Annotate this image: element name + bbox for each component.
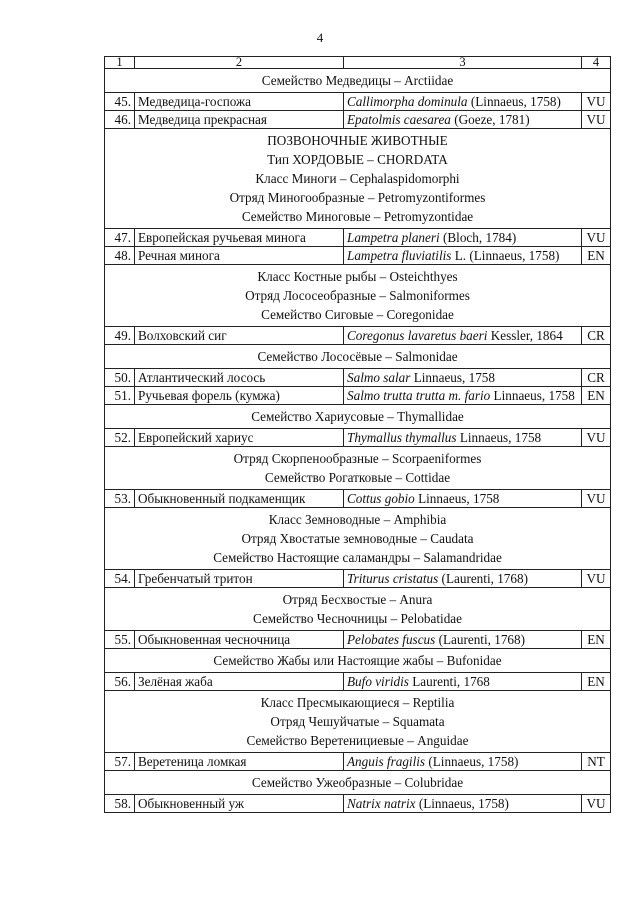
latin-binomial: Bufo viridis: [347, 674, 409, 689]
section-cell: [105, 588, 611, 631]
section-heading: Отряд Лососеобразные – Salmoniformes: [245, 288, 470, 303]
section-heading: Семейство Миноговые – Petromyzontidae: [241, 209, 474, 224]
species-row: [105, 369, 611, 387]
latin-binomial: Pelobates fuscus: [347, 632, 436, 647]
author-citation: Laurenti, 1768: [408, 674, 490, 689]
species-row: [105, 387, 611, 405]
section-heading: Класс Земноводные – Amphibia: [268, 512, 447, 527]
section-cell: [105, 508, 611, 570]
species-number: 46.: [105, 111, 135, 129]
conservation-status: VU: [582, 111, 611, 129]
species-name-latin: [344, 93, 582, 111]
species-name-ru: Атлантический лосось: [135, 369, 344, 387]
section-row: [105, 691, 611, 753]
species-name-latin: [344, 111, 582, 129]
author-citation: (Bloch, 1784): [439, 230, 517, 245]
conservation-status: VU: [582, 229, 611, 247]
species-number: 45.: [105, 93, 135, 111]
species-row: [105, 429, 611, 447]
species-name-ru: Зелёная жаба: [135, 673, 344, 691]
section-heading: Семейство Рогатковые – Cottidae: [264, 470, 451, 485]
section-heading: Семейство Чесночницы – Pelobatidae: [253, 611, 462, 626]
table-body: [105, 57, 611, 813]
species-name-ru: Гребенчатый тритон: [135, 570, 344, 588]
conservation-status: EN: [582, 631, 611, 649]
conservation-status: NT: [582, 753, 611, 771]
species-name-ru: Обыкновенная чесночница: [135, 631, 344, 649]
species-name-latin: [344, 229, 582, 247]
species-row: [105, 753, 611, 771]
author-citation: L. (Linnaeus, 1758): [451, 248, 560, 263]
species-number: 52.: [105, 429, 135, 447]
header-cell-name: 2: [135, 57, 344, 69]
species-name-ru: Европейская ручьевая минога: [135, 229, 344, 247]
section-heading: Отряд Бесхвостые – Anura: [282, 592, 433, 607]
species-name-latin: [344, 429, 582, 447]
section-row: [105, 447, 611, 490]
section-heading: Отряд Скорпенообразные – Scorpaeniformes: [233, 451, 482, 466]
species-name-latin: [344, 631, 582, 649]
species-name-latin: [344, 327, 582, 345]
species-name-ru: Обыкновенный уж: [135, 795, 344, 813]
latin-binomial: Salmo trutta trutta m. fario: [347, 388, 491, 403]
conservation-status: VU: [582, 490, 611, 508]
conservation-status: VU: [582, 570, 611, 588]
section-heading: Семейство Жабы или Настоящие жабы – Bufonidae: [213, 653, 502, 668]
species-name-ru: Веретеница ломкая: [135, 753, 344, 771]
latin-binomial: Lampetra fluviatilis: [347, 248, 452, 263]
species-row: [105, 490, 611, 508]
species-row: [105, 93, 611, 111]
author-citation: (Linnaeus, 1758): [415, 796, 509, 811]
species-name-latin: [344, 369, 582, 387]
latin-binomial: Anguis fragilis: [347, 754, 426, 769]
species-number: 48.: [105, 247, 135, 265]
section-row: [105, 771, 611, 795]
latin-binomial: Salmo salar: [347, 370, 411, 385]
conservation-status: EN: [582, 387, 611, 405]
header-cell-status: 4: [582, 57, 611, 69]
conservation-status: EN: [582, 247, 611, 265]
section-heading: Отряд Миногообразные – Petromyzontiformes: [229, 190, 486, 205]
section-row: [105, 649, 611, 673]
latin-binomial: Natrix natrix: [347, 796, 416, 811]
section-heading: ПОЗВОНОЧНЫЕ ЖИВОТНЫЕ: [267, 133, 448, 148]
author-citation: Linnaeus, 1758: [490, 388, 575, 403]
species-number: 56.: [105, 673, 135, 691]
section-heading: Семейство Хариусовые – Thymallidae: [251, 409, 464, 424]
latin-binomial: Coregonus lavaretus baeri: [347, 328, 488, 343]
species-name-ru: Ручьевая форель (кумжа): [135, 387, 344, 405]
species-table: [104, 56, 611, 813]
species-name-ru: Медведица прекрасная: [135, 111, 344, 129]
conservation-status: VU: [582, 93, 611, 111]
species-number: 55.: [105, 631, 135, 649]
latin-binomial: Epatolmis caesarea: [347, 112, 451, 127]
section-row: [105, 265, 611, 327]
section-heading: Семейство Настоящие саламандры – Salamandridae: [213, 550, 502, 565]
species-row: [105, 631, 611, 649]
conservation-status: CR: [582, 327, 611, 345]
species-name-latin: [344, 490, 582, 508]
section-row: [105, 508, 611, 570]
species-name-ru: Медведица-госпожа: [135, 93, 344, 111]
section-cell: [105, 265, 611, 327]
species-name-ru: Волховский сиг: [135, 327, 344, 345]
species-number: 54.: [105, 570, 135, 588]
author-citation: (Linnaeus, 1758): [467, 94, 561, 109]
section-heading: Отряд Хвостатые земноводные – Caudata: [241, 531, 474, 546]
section-cell: [105, 405, 611, 429]
latin-binomial: Cottus gobio: [347, 491, 415, 506]
latin-binomial: Triturus cristatus: [347, 571, 439, 586]
species-name-latin: [344, 387, 582, 405]
author-citation: Kessler, 1864: [487, 328, 563, 343]
section-heading: Тип ХОРДОВЫЕ – CHORDATA: [267, 152, 448, 167]
conservation-status: CR: [582, 369, 611, 387]
species-number: 47.: [105, 229, 135, 247]
latin-binomial: Thymallus thymallus: [347, 430, 457, 445]
species-row: [105, 111, 611, 129]
species-name-latin: [344, 570, 582, 588]
section-cell: [105, 345, 611, 369]
header-cell-number: 1: [105, 57, 135, 69]
conservation-status: EN: [582, 673, 611, 691]
section-cell: [105, 129, 611, 229]
species-row: [105, 327, 611, 345]
section-heading: Семейство Сиговые – Coregonidae: [261, 307, 454, 322]
species-name-latin: [344, 247, 582, 265]
section-heading: Семейство Медведицы – Arctiidae: [261, 73, 454, 88]
section-cell: [105, 771, 611, 795]
section-heading: Класс Костные рыбы – Osteichthyes: [257, 269, 458, 284]
species-number: 57.: [105, 753, 135, 771]
page-number: 4: [316, 30, 324, 45]
header-row: [105, 57, 611, 69]
conservation-status: VU: [582, 429, 611, 447]
species-number: 53.: [105, 490, 135, 508]
author-citation: Linnaeus, 1758: [410, 370, 495, 385]
species-row: [105, 795, 611, 813]
section-cell: [105, 69, 611, 93]
species-row: [105, 570, 611, 588]
species-number: 50.: [105, 369, 135, 387]
section-heading: Семейство Лососёвые – Salmonidae: [257, 349, 458, 364]
species-row: [105, 229, 611, 247]
species-name-ru: Речная минога: [135, 247, 344, 265]
section-heading: Класс Миноги – Cephalaspidomorphi: [255, 171, 460, 186]
species-number: 58.: [105, 795, 135, 813]
section-row: [105, 345, 611, 369]
species-row: [105, 673, 611, 691]
section-cell: [105, 649, 611, 673]
author-citation: (Linnaeus, 1758): [425, 754, 519, 769]
section-heading: Отряд Чешуйчатые – Squamata: [270, 714, 445, 729]
author-citation: (Laurenti, 1768): [438, 571, 528, 586]
author-citation: Linnaeus, 1758: [414, 491, 500, 506]
section-cell: [105, 447, 611, 490]
section-row: [105, 129, 611, 229]
species-name-latin: [344, 753, 582, 771]
species-name-latin: [344, 673, 582, 691]
section-heading: Класс Пресмыкающиеся – Reptilia: [260, 695, 455, 710]
section-row: [105, 405, 611, 429]
species-number: 51.: [105, 387, 135, 405]
header-cell-latin: 3: [344, 57, 582, 69]
section-heading: Семейство Ужеобразные – Colubridae: [251, 775, 464, 790]
species-name-ru: Европейский хариус: [135, 429, 344, 447]
latin-binomial: Callimorpha dominula: [347, 94, 468, 109]
section-row: [105, 588, 611, 631]
author-citation: (Goeze, 1781): [450, 112, 530, 127]
latin-binomial: Lampetra planeri: [347, 230, 440, 245]
author-citation: Linnaeus, 1758: [456, 430, 542, 445]
section-row: [105, 69, 611, 93]
conservation-status: VU: [582, 795, 611, 813]
species-name-ru: Обыкновенный подкаменщик: [135, 490, 344, 508]
species-number: 49.: [105, 327, 135, 345]
species-name-latin: [344, 795, 582, 813]
section-cell: [105, 691, 611, 753]
species-row: [105, 247, 611, 265]
author-citation: (Laurenti, 1768): [435, 632, 525, 647]
section-heading: Семейство Веретенициевые – Anguidae: [246, 733, 469, 748]
